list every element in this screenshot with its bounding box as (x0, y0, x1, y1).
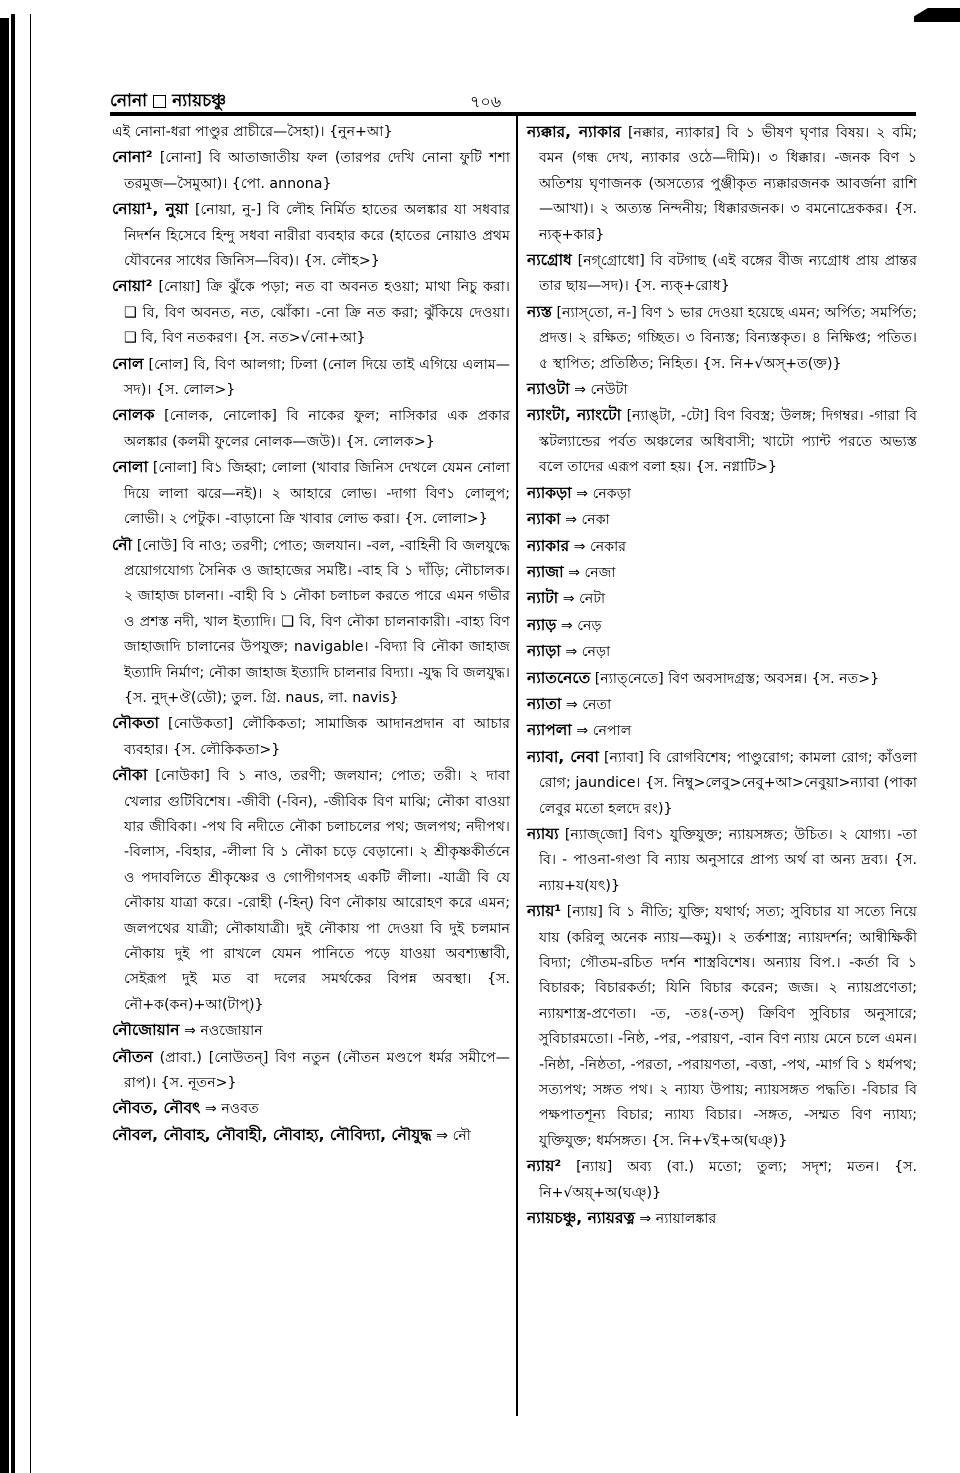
headword: ন্যাকড়া (527, 483, 572, 502)
entry-definition: [নোনা] বি আতাজাতীয় ফল (তারপর দেখি নোনা ফুটি শশা তরমুজ—সৈমুআ)। {পো. annona} (124, 150, 510, 192)
entry-definition: ⇒ নেড়া (560, 644, 611, 661)
dictionary-entry (112, 403, 510, 455)
dictionary-entry (527, 613, 917, 639)
headword: ন্যায্য (527, 824, 559, 843)
dictionary-entry (112, 145, 510, 197)
dictionary-entry (527, 120, 917, 248)
entry-definition: [নোউ] বি নাও; তরণী; পোত; জলযান। -বল, -বাহিনী বি জলযুদ্ধে প্রয়োগযোগ্য সৈনিক ও জাহাজের সমষ্টি। -বাহ বি ১ দাঁড়ি; নৌচালক। ২ জাহাজ চালনা। -বাহী বি ১ নৌকা চলাচল করতে পারে এমন গভীর ও প্রশস্ত নদী, খাল ইত্যাদি। ❑ বি, বিণ নৌকা চালনাকারী। -বাহ্য বিণ জাহাজাদি চালানের উপযুক্ত; navigable। -বিদ্যা বি নৌকা জাহাজ ইত্যাদি নির্মাণ; নৌকা জাহাজ ইত্যাদি চালনার বিদ্যা। -যুদ্ধ বি জলযুদ্ধ। {স. নুদ্+ঔ(ডৌ); তুল. গ্রি. naus, লা. navis} (124, 537, 510, 706)
dictionary-entry (527, 534, 917, 560)
dictionary-entry (527, 507, 917, 533)
entry-definition: ⇒ নেকড়া (571, 485, 631, 502)
dictionary-entry (112, 533, 510, 712)
corner-scan-mark (914, 8, 960, 22)
dictionary-entry (527, 899, 917, 1154)
header-rule (110, 112, 916, 116)
entry-definition: [ন্যাবা] বি রোগবিশেষ; পাণ্ডুরোগ; কামলা রোগ; কাঁওলা রোগ; jaundice। {স. নিম্বু>লেবু>নেবু+আ>নেবুয়া>ন্যাবা (পাকা লেবুর মতো হলদে রং)} (539, 749, 917, 817)
entry-definition: [নোল] বি, বিণ আলগা; ঢিলা (নোল দিয়ে তাই এগিয়ে এলাম—সদ)। {স. লোল>} (124, 356, 510, 399)
dictionary-entry (112, 120, 510, 145)
entry-definition: ⇒ নেটা (558, 591, 606, 608)
headword: ন্যাকার (527, 536, 570, 555)
entry-definition: [নোলা] বি১ জিহ্বা; লোলা (খাবার জিনিস দেখলে যেমন নোলা দিয়ে লালা ঝরে—নই)। ২ আহারে লোভ। -দাগা বিণ১ লোলুপ; লোভী। ২ পেটুক। -বাড়ানো ক্রি খাবার লোভ করা। {স. লোলা>} (124, 460, 510, 528)
dictionary-entry (112, 1018, 510, 1044)
headword: ন্যাজা (527, 562, 564, 581)
dictionary-entry (527, 745, 917, 822)
headword: নোল (112, 354, 144, 373)
headword: ন্যগ্রোধ (527, 251, 572, 270)
running-head-first-word: নোনা (110, 91, 148, 111)
dictionary-entry (527, 1154, 917, 1206)
dictionary-entry (112, 763, 510, 1018)
page-number: ৭০৬ (470, 92, 502, 111)
dictionary-entry (112, 711, 510, 763)
dictionary-entry (112, 274, 510, 351)
page-binding-edge (0, 18, 9, 1473)
headword: ন্যাতনেতে (527, 668, 591, 687)
dictionary-entry (527, 248, 917, 300)
headword: নোয়া¹, নুয়া (112, 200, 189, 219)
dictionary-entry (527, 300, 917, 377)
page-header (110, 88, 915, 112)
headword: নৌতন (112, 1047, 153, 1066)
entry-definition: ⇒ নেকার (569, 538, 627, 555)
headword: নোনা² (112, 148, 153, 167)
headword: ন্যাকা (527, 510, 561, 529)
headword: ন্যাড় (527, 615, 557, 634)
headword: ন্যাড়া (527, 642, 561, 661)
dictionary-entry (112, 197, 510, 274)
entry-definition: ⇒ নেউটা (569, 382, 628, 399)
entry-definition: [ন্যায়] অব্য (বা.) মতো; তুল্য; সদৃশ; মতন। {স. নি+√অয়্+অ(ঘঞ্)} (539, 1159, 917, 1201)
headword: ন্যাওটা (527, 380, 570, 399)
column-divider (516, 116, 518, 1416)
left-column (112, 120, 510, 1149)
entry-definition: [ন্যাত্‌নেতে] বিণ অবসাদগ্রস্ত; অবসন্ন। {স. নত>} (590, 670, 880, 687)
right-column (527, 120, 917, 1232)
dictionary-entry (112, 455, 510, 532)
headword: নোলক (112, 406, 155, 425)
entry-definition: [ন্যাজ্‌জো] বিণ১ যুক্তিযুক্ত; ন্যায়সঙ্গত; উচিত। ২ যোগ্য। -তা বি। - পাওনা-গণ্ডা বি ন্যায় অনুসারে প্রাপ্য অর্থ বা অন্য দ্রব্য। {স. ন্যায়+য(যৎ)} (539, 826, 917, 894)
entry-definition: [ন্যাস্‌তো, ন-] বিণ ১ ভার দেওয়া হয়েছে এমন; অর্পিত; সমর্পিত; প্রদত্ত। ২ রক্ষিত; গচ্ছিত। ৩ বিন্যস্ত; বিন্যস্তকৃত। ৪ নিক্ষিপ্ত; পতিত। ৫ স্থাপিত; প্রতিষ্ঠিত; নিহিত। {স. নি+√অস্+ত(ক্ত)} (539, 304, 917, 372)
entry-definition: [নোয়া, নু-] বি লৌহ নির্মিত হাতের অলঙ্কার যা সধবার নিদর্শন হিসেবে হিন্দু সধবা নারীরা ব্যবহার করে (হাতের নোয়াও প্রথম যৌবনের সাধের জিনিস—বিব)। {স. লৌহ>} (124, 202, 510, 270)
headword: নৌবত, নৌবৎ (112, 1099, 201, 1118)
headword: ন্যাতা (527, 694, 562, 713)
dictionary-entry (527, 666, 917, 692)
entry-definition: ⇒ নেড় (556, 617, 602, 634)
entry-definition: ⇒ নেপাল (571, 723, 632, 740)
entry-definition: [ন্যায়] বি ১ নীতি; যুক্তি; যথার্থ; সত্য; সুবিচার যা সত্যে নিয়ে যায় (করিলু অনেক ন্যায়—কমু)। ২ তর্কশাস্ত্র; ন্যায়দর্শন; আন্বীক্ষিকী বিদ্যা; গৌতম-রচিত দর্শন শাস্ত্রবিশেষ। অন্যায় বিপ.। -কর্তা বি ১ বিচারক; বিচারকর্তা; যিনি বিচার করেন; জজ। ২ ন্যায়প্রণেতা; ন্যায়শাস্ত্র-প্রণেতা। -ত, -তঃ(-তস্) ক্রিবিণ সুবিচার অনুসারে; সুবিচারমতো। -নিষ্ঠ, -পর, -পরায়ণ, -বান বিণ ন্যায় মেনে চলে এমন। -নিষ্ঠা, -নিষ্ঠতা, -পরতা, -পরায়ণতা, -বত্তা, -পথ, -মার্গ বি ১ ধর্মপথ; সত্যপথ; সঙ্গত পথ। ২ ন্যায্য উপায়; ন্যায়সঙ্গত পদ্ধতি। -বিচার বি পক্ষপাতশূন্য বিচার; ন্যায্য বিচার। -সঙ্গত, -সম্মত বিণ ন্যায্য; যুক্তিযুক্ত; ধর্মসঙ্গত। {স. নি+√ই+অ(ঘঞ্)} (539, 904, 917, 1149)
headword: ন্যক্কার, ন্যাকার (527, 123, 622, 141)
dictionary-entry (112, 1096, 510, 1122)
headword: নৌবল, নৌবাহ, নৌবাহী, নৌবাহ্য, নৌবিদ্যা, নৌযুদ্ধ (112, 1125, 432, 1144)
dictionary-entry (527, 377, 917, 403)
entry-definition: ⇒ নেজা (563, 564, 616, 581)
page-binding-edge-inner (11, 14, 15, 1473)
headword: নৌ (112, 535, 132, 554)
page-margin-line (30, 14, 31, 1473)
entry-definition: ⇒ নওবত (200, 1101, 259, 1118)
headword: নৌকা (112, 766, 148, 785)
dictionary-entry (527, 718, 917, 744)
dictionary-entry (527, 1206, 917, 1232)
dictionary-entry (527, 560, 917, 586)
separator-box-icon (153, 95, 166, 108)
entry-definition: [নক্কার, ন্যাকার] বি ১ ভীষণ ঘৃণার বিষয়। ২ বমি; বমন (গন্ধ দেখ, ন্যাকার ওঠে—দীমি)। ৩ ধিক্কার। -জনক বিণ ১ অতিশয় ঘৃণাজনক (অসত্যের পুঞ্জীকৃত ন্যক্কারজনক আবর্জনা রাশি—আখা)। ২ অত্যন্ত নিন্দনীয়; ধিক্কারজনক। ৩ বমনোদ্রেককর। {স. ন্যক্+কার} (539, 125, 917, 243)
entry-definition: [নোয়া] ক্রি ঝুঁকে পড়া; নত বা অবনত হওয়া; মাথা নিচু করা। ❑ বি, বিণ অবনত, নত, ঝোঁকা। -নো ক্রি নত করা; ঝুঁকিয়ে দেওয়া। ❑ বি, বিণ নতকরণ। {স. নত>√নো+আ} (124, 279, 510, 347)
headword: নৌকতা (112, 714, 159, 733)
entry-definition: (প্রাবা.) [নোউতন্] বিণ নতুন (নৌতন মণ্ডপে ধর্মর সমীপে—রাপ)। {স. নূতন>} (124, 1049, 510, 1092)
entry-definition: ⇒ নৌ (431, 1127, 471, 1144)
entry-definition: [নগ্‌গ্রোধো] বি বটগাছ (এই বঙ্গের বীজ ন্যগ্রোধ প্রায় প্রান্তর তার ছায়—সদ)। {স. ন্যক্+রোধ} (539, 253, 917, 295)
headword: নৌজোয়ান (112, 1021, 180, 1040)
running-head-last-word: ন্যায়চঞ্চু (172, 91, 227, 111)
headword: ন্যায়চঞ্চু, ন্যায়রত্ন (527, 1209, 635, 1228)
dictionary-entry (112, 1123, 510, 1149)
dictionary-entry (527, 586, 917, 612)
dictionary-entry (527, 692, 917, 718)
headword: ন্যায়¹ (527, 902, 562, 921)
headword: ন্যাটা (527, 589, 559, 608)
dictionary-entry (112, 352, 510, 404)
entry-definition: ⇒ ন্যায়ালঙ্কার (634, 1211, 717, 1228)
headword: নোলা (112, 458, 149, 477)
entry-definition: [নোলক, নোলোক] বি নাকের ফুল; নাসিকার এক প্রকার অলঙ্কার (কলমী ফুলের নোলক—জউ)। {স. লোলক>} (124, 408, 510, 450)
entry-definition: [ন্যাঙ্‌টা, -টো] বিণ বিবস্ত্র; উলঙ্গ; দিগম্বর। -গারা বি স্কটল্যান্ডের পর্বত অঞ্চলের অধিবাসী; খাটো প্যান্ট পরতে অভ্যস্ত বলে তাদের এরূপ বলা হয়। {স. নগ্নাটি>} (539, 408, 917, 476)
headword: ন্যাবা, নেবা (527, 747, 599, 766)
headword: ন্যস্ত (527, 302, 552, 321)
dictionary-entry (527, 639, 917, 665)
entry-definition: ⇒ নওজোয়ান (179, 1023, 263, 1040)
dictionary-entry (527, 822, 917, 899)
entry-definition: এই নোনা-ধরা পাণ্ডুর প্রাচীরে—সৈহা)। {নুন+আ} (112, 124, 393, 140)
dictionary-entry (527, 481, 917, 507)
headword: ন্যাংটা, ন্যাংটো (527, 406, 622, 425)
headword: ন্যায়² (527, 1157, 562, 1176)
entry-definition: ⇒ নেতা (561, 696, 612, 713)
dictionary-entry (527, 403, 917, 480)
entry-definition: [নোউকা] বি ১ নাও, তরণী; জলযান; পোত; তরী। ২ দাবা খেলার গুটিবিশেষ। -জীবী (-বিন), -জীবিক বিণ মাঝি; নৌকা বাওয়া যার জীবিকা। -পথ বি নদীতে নৌকা চলাচলের পথ; জলপথ; নদীপথ। -বিলাস, -বিহার, -লীলা বি ১ নৌকা চড়ে বেড়ানো। ২ শ্রীকৃষ্ণকীর্তনে ও পদাবলিতে শ্রীকৃষ্ণের ও গোপীগণসহ একটি লীলা। -যাত্রী বি যে নৌকায় যাত্রা করে। -রোহী (-হিন্) বিণ নৌকায় আরোহণ করে এমন; জলপথের যাত্রী; নৌকাযাত্রী। দুই নৌকায় পা দেওয়া বি দুই চলমান নৌকায় দুই পা রাখলে যেমন পানিতে পড়ে যাওয়া অবশ্যম্ভাবী, সেইরূপ দুই মত বা দলের সমর্থকের বিপন্ন অবস্থা। {স. নৌ+ক(কন)+আ(টাপ্)} (124, 768, 510, 1013)
entry-definition: ⇒ নেকা (560, 512, 610, 529)
dictionary-entry (112, 1045, 510, 1097)
headword: ন্যাপলা (527, 721, 572, 740)
entry-definition: [নোউকতা] লৌকিকতা; সামাজিক আদানপ্রদান বা আচার ব্যবহার। {স. লৌকিকতা>} (124, 716, 510, 758)
headword: নোয়া² (112, 277, 153, 296)
